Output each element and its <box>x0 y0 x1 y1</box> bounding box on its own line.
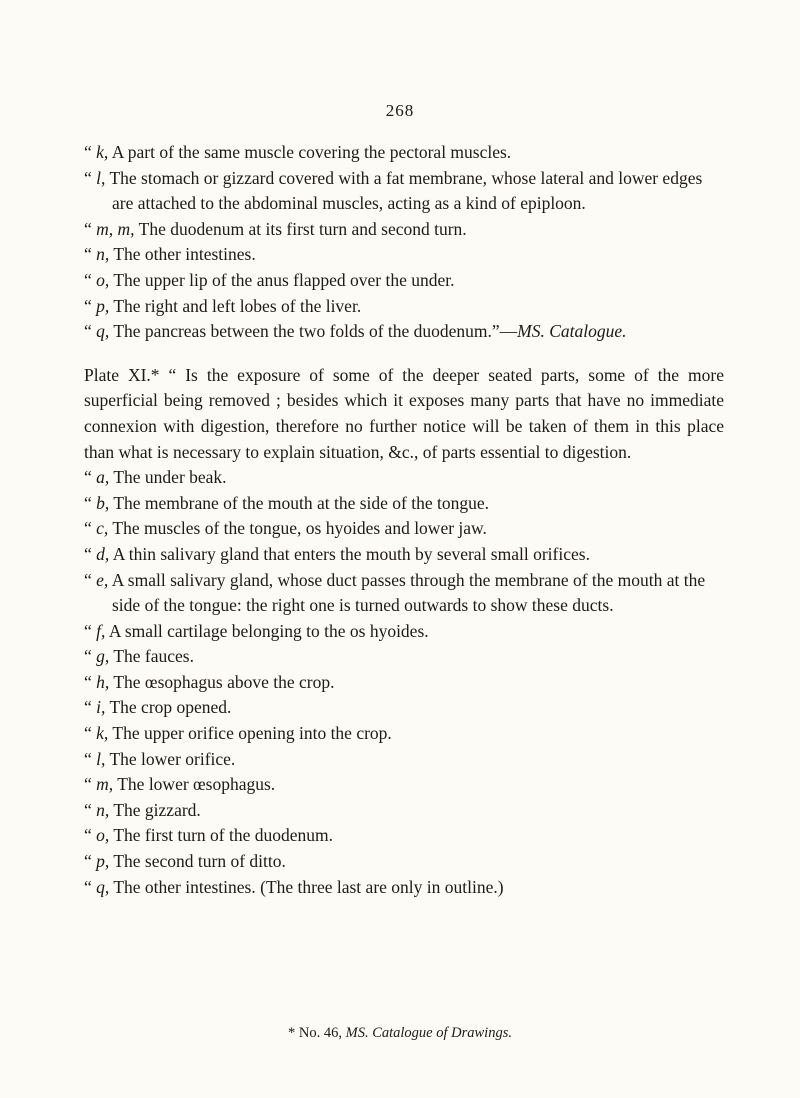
legend-text: The first turn of the duodenum. <box>113 825 334 846</box>
legend-entry: “ b, The membrane of the mouth at the side of the tongue. <box>84 492 489 513</box>
catalogue-source: MS. Catalogue. <box>517 321 627 342</box>
legend-entry: “ q, The pancreas between the two folds of the duodenum.”—MS. Catalogue. <box>84 321 627 342</box>
legend-entry: “ k, The upper orifice opening into the crop. <box>84 723 392 744</box>
legend-entry: “ p, The second turn of ditto. <box>84 851 286 872</box>
legend-entry: “ h, The œsophagus above the crop. <box>84 671 335 692</box>
legend-entry: “ n, The other intestines. <box>84 244 256 265</box>
legend-entry: “ f, A small cartilage belonging to the os hyoides. <box>84 620 429 641</box>
legend-text: The second turn of ditto. <box>113 851 286 872</box>
legend-key: p, <box>96 295 110 316</box>
legend-text: The upper lip of the anus flapped over the under. <box>113 269 455 290</box>
legend-text: The lower œsophagus. <box>117 774 276 795</box>
legend-entry: “ l, The stomach or gizzard covered with a fat membrane, whose lateral and lower edges are attached to the abdominal muscles, acting as a kind of epiploon. <box>84 167 703 214</box>
legend-entry: “ g, The fauces. <box>84 646 194 667</box>
legend-text: The stomach or gizzard covered with a fat membrane, whose lateral and lower edges are attached to the abdominal muscles, acting as a kind of epiploon. <box>109 167 703 214</box>
legend-entry: “ n, The gizzard. <box>84 799 201 820</box>
legend-key: p, <box>96 851 110 872</box>
legend-entry: “ p, The right and left lobes of the liver. <box>84 295 362 316</box>
legend-text: A small cartilage belonging to the os hyoides. <box>108 620 429 641</box>
legend-text: The right and left lobes of the liver. <box>113 295 362 316</box>
legend-text: The fauces. <box>113 646 194 667</box>
legend-text: The crop opened. <box>109 697 232 718</box>
legend-text: The under beak. <box>113 467 227 488</box>
legend-text: The œsophagus above the crop. <box>113 671 335 692</box>
legend-text: The gizzard. <box>113 799 201 820</box>
legend-key: e, <box>96 569 109 590</box>
legend-text: The muscles of the tongue, os hyoides and lower jaw. <box>112 518 487 539</box>
legend-key: m, m, <box>96 218 135 239</box>
legend-entry: “ l, The lower orifice. <box>84 748 236 769</box>
legend-entry: “ c, The muscles of the tongue, os hyoides and lower jaw. <box>84 518 487 539</box>
legend-text: The duodenum at its first turn and second turn. <box>138 218 467 239</box>
legend-key: o, <box>96 825 110 846</box>
legend-text: A part of the same muscle covering the pectoral muscles. <box>111 142 512 162</box>
legend-text: The other intestines. <box>113 244 256 265</box>
legend-entry: “ m, The lower œsophagus. <box>84 774 276 795</box>
legend-key: k, <box>96 723 109 744</box>
legend-entry: “ e, A small salivary gland, whose duct passes through the membrane of the mouth at the side of the tongue: the right one is turned outwards to show these ducts. <box>84 569 706 616</box>
legend-key: n, <box>96 244 110 265</box>
legend-key: h, <box>96 671 110 692</box>
legend-entry: “ o, The first turn of the duodenum. <box>84 825 334 846</box>
footnote-prefix: * No. 46, <box>288 1025 342 1041</box>
legend-entry: “ i, The crop opened. <box>84 697 232 718</box>
legend-key: c, <box>96 518 109 539</box>
page-number: 268 <box>385 101 415 120</box>
legend-key: n, <box>96 799 110 820</box>
legend-key: a, <box>96 467 110 488</box>
plate-paragraph: Plate XI.* “ Is the exposure of some of the deeper seated parts, some of the more superficial being removed ; besides which it exposes many parts that have no immediate connexion with digestion, therefore no further notice will be taken of them in this place than what is necessary to explain situation, &c., of parts essential to digestion. <box>84 364 724 462</box>
legend-key: l, <box>96 167 106 188</box>
legend-key: q, <box>96 876 110 897</box>
legend-text: A thin salivary gland that enters the mouth by several small orifices. <box>112 543 590 564</box>
legend-key: i, <box>96 697 106 718</box>
legend-key: k, <box>96 142 109 162</box>
legend-entry: “ m, m, The duodenum at its first turn and second turn. <box>84 218 467 239</box>
legend-key: o, <box>96 269 110 290</box>
legend-text: A small salivary gland, whose duct passes through the membrane of the mouth at the side of the tongue: the right one is turned outwards to show these ducts. <box>111 569 706 616</box>
legend-entry: “ k, A part of the same muscle covering the pectoral muscles. <box>84 142 512 162</box>
legend-key: b, <box>96 492 110 513</box>
legend-text: The other intestines. (The three last are only in outline.) <box>113 876 504 897</box>
legend-text: The lower orifice. <box>109 748 236 769</box>
first-legend-list <box>84 140 724 345</box>
legend-entry: “ d, A thin salivary gland that enters the mouth by several small orifices. <box>84 543 590 564</box>
legend-text: The pancreas between the two folds of the duodenum.”— <box>113 321 518 342</box>
legend-key: l, <box>96 748 106 769</box>
legend-text: The upper orifice opening into the crop. <box>112 723 392 744</box>
legend-key: d, <box>96 543 110 564</box>
legend-entry: “ a, The under beak. <box>84 467 227 488</box>
footnote <box>0 1025 800 1042</box>
legend-entry: “ q, The other intestines. (The three last are only in outline.) <box>84 876 504 897</box>
legend-entry: “ o, The upper lip of the anus flapped over the under. <box>84 269 455 290</box>
legend-key: g, <box>96 646 110 667</box>
legend-key: m, <box>96 774 114 795</box>
legend-key: f, <box>96 620 106 641</box>
second-legend-list <box>84 465 724 900</box>
legend-text: The membrane of the mouth at the side of the tongue. <box>113 492 489 513</box>
body-text <box>84 140 724 900</box>
footnote-catalogue: MS. Catalogue of Drawings. <box>345 1025 512 1041</box>
legend-key: q, <box>96 321 110 342</box>
